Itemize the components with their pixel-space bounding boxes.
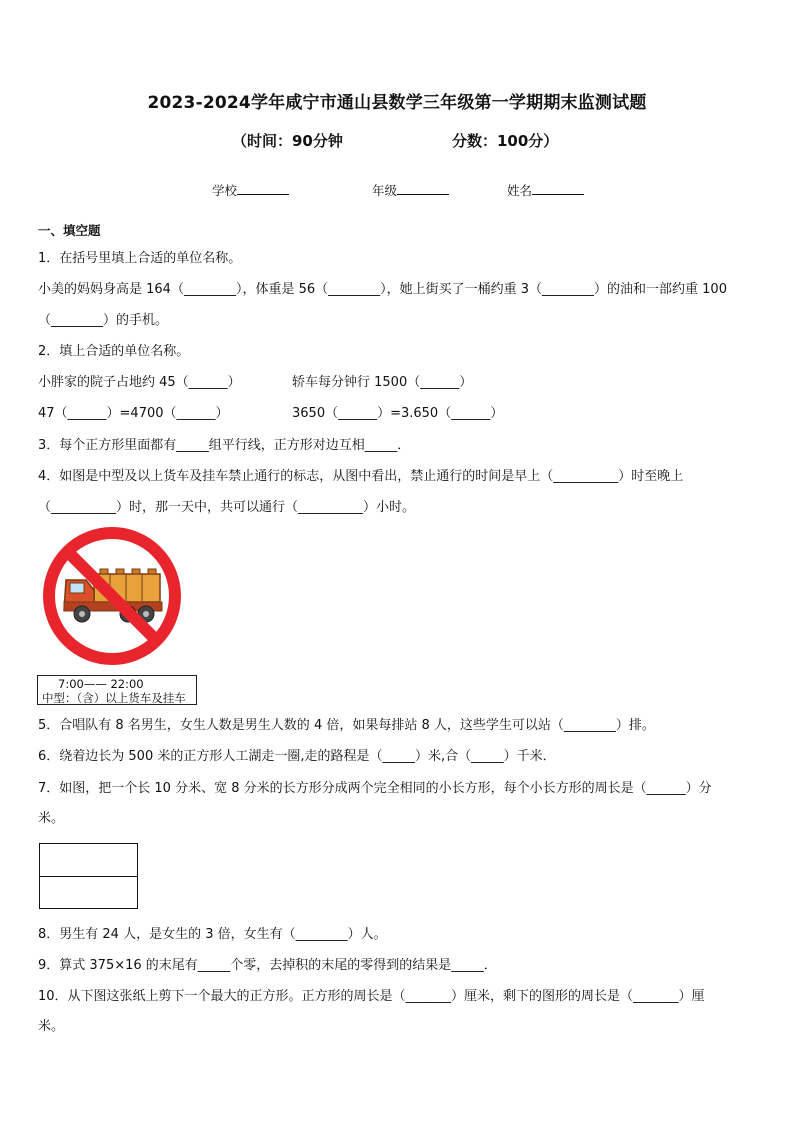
school-blank[interactable]: [237, 182, 289, 195]
question-1: 1．在括号里填上合适的单位名称。: [38, 251, 242, 266]
question-4-cont: （__________）时，那一天中，共可以通行（__________）小时。: [38, 500, 416, 515]
question-7: 7．如图，把一个长 10 分米、宽 8 分米的长方形分成两个完全相同的小长方形，每个小长方形的周长是（______）分: [38, 781, 712, 796]
question-8: 8．男生有 24 人，是女生的 3 倍，女生有（________）人。: [38, 927, 387, 942]
name-field[interactable]: [507, 181, 584, 199]
question-2-a: 小胖家的院子占地约 45（______）: [38, 375, 241, 390]
question-2: 2．填上合适的单位名称。: [38, 344, 190, 359]
grade-field[interactable]: [372, 181, 449, 199]
no-truck-sign-icon: [36, 524, 188, 672]
name-blank[interactable]: [532, 182, 584, 195]
sign-note: 中型：（含）以上货车及挂车: [42, 691, 186, 705]
question-2-c: 47（______）=4700（______）: [38, 406, 229, 421]
question-7-cont: 米。: [38, 811, 65, 826]
time-limit: （时间：90分钟: [232, 132, 343, 150]
question-10: 10．从下图这张纸上剪下一个最大的正方形。正方形的周长是（_______）厘米，剩下的图形的周长是（_______）厘: [38, 989, 705, 1004]
question-3: 3．每个正方形里面都有_____组平行线，正方形对边互相_____．: [38, 438, 411, 453]
section-heading: 一、填空题: [38, 223, 101, 238]
school-field[interactable]: [212, 181, 289, 199]
total-score: 分数：100分）: [452, 132, 559, 150]
grade-label: 年级: [372, 183, 398, 198]
question-5: 5．合唱队有 8 名男生，女生人数是男生人数的 4 倍，如果每排站 8 人，这些学生可以站（________）排。: [38, 718, 655, 733]
school-label: 学校: [212, 183, 238, 198]
rectangle-figure: [39, 843, 138, 909]
question-1-text: 小美的妈妈身高是 164（________），体重是 56（________），她上街买了一桶约重 3（________）的油和一部约重 100: [38, 282, 727, 297]
question-10-cont: 米。: [38, 1019, 65, 1034]
question-9: 9．算式 375×16 的末尾有_____个零，去掉积的末尾的零得到的结果是_____．: [38, 958, 497, 973]
question-6: 6．绕着边长为 500 米的正方形人工湖走一圈,走的路程是（_____）米,合（_____）千米．: [38, 749, 556, 764]
rectangle-divider: [40, 876, 137, 877]
question-2-b: 轿车每分钟行 1500（______）: [292, 375, 473, 390]
sign-legend: [37, 675, 197, 705]
question-4: 4．如图是中型及以上货车及挂车禁止通行的标志，从图中看出，禁止通行的时间是早上（__________）时至晚上: [38, 469, 684, 484]
grade-blank[interactable]: [397, 182, 449, 195]
sign-time-range: 7:00—— 22:00: [58, 677, 144, 691]
question-2-d: 3650（______）=3.650（______）: [292, 406, 504, 421]
name-label: 姓名: [507, 183, 533, 198]
question-1-text-cont: （________）的手机。: [38, 313, 169, 328]
exam-title: 2023-2024学年咸宁市通山县数学三年级第一学期期末监测试题: [147, 93, 647, 113]
